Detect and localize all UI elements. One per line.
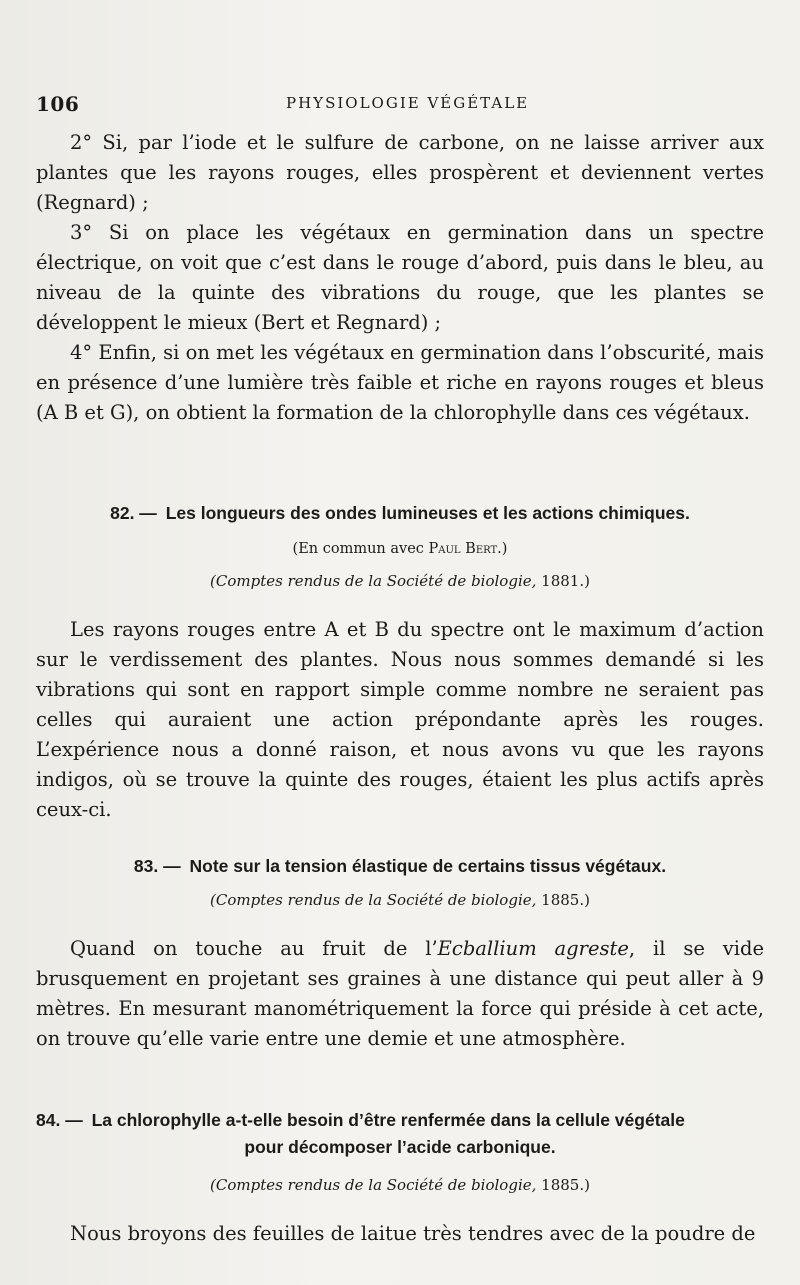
section-84-paragraph: Nous broyons des feuilles de laitue très tendres avec de la poudre de	[70, 1222, 756, 1245]
list-item-2: 2° Si, par l’iode et le sulfure de carbone, on ne laisse arriver aux plantes que les rayons rouges, elles prospèrent et deviennent vertes (Regnard) ;	[36, 131, 764, 214]
section-84-title-line2	[36, 1137, 764, 1158]
section-82-coauthor	[36, 541, 764, 557]
section-83-body	[36, 934, 764, 1054]
reference-journal: (Comptes rendus de la Société de biologie,	[210, 572, 537, 590]
section-83-number: 83. —	[133, 856, 181, 876]
section-83-title	[36, 856, 764, 877]
section-84-heading-line2: pour décomposer l’acide carbonique.	[244, 1137, 556, 1157]
coauthor-suffix: .)	[497, 541, 508, 557]
list-item-4: 4° Enfin, si on met les végétaux en germination dans l’obscurité, mais en présence d’une lumière très faible et riche en rayons rouges et bleus (A B et G), on obtient la formation de la chlorophylle dans ces végétaux.	[36, 341, 764, 424]
section-84-title-line1	[36, 1110, 764, 1131]
coauthor-name: Paul Bert	[428, 541, 498, 557]
section-83-paragraph	[36, 934, 764, 1054]
paragraph-start: Quand on touche au fruit de l’	[70, 937, 438, 960]
species-name: Ecballium agreste	[437, 937, 629, 960]
section-83-heading: Note sur la tension élastique de certains tissus végétaux.	[189, 856, 667, 876]
section-82-paragraph: Les rayons rouges entre A et B du spectre ont le maximum d’action sur le verdissement des plantes. Nous nous sommes demandé si les vibrations qui sont en rapport simple comme nombre ne seraient pas celles qui auraient une action prépondante après les rouges. L’expérience nous a donné raison, et nous avons vu que les rayons indigos, où se trouve la quinte des rouges, étaient les plus actifs après ceux-ci.	[36, 618, 764, 821]
running-head: PHYSIOLOGIE VÉGÉTALE	[286, 94, 530, 112]
section-84-heading-line1: La chlorophylle a-t-elle besoin d’être renfermée dans la cellule végétale	[91, 1110, 685, 1130]
reference-journal: (Comptes rendus de la Société de biologie,	[210, 891, 537, 909]
section-82-heading: Les longueurs des ondes lumineuses et les actions chimiques.	[165, 503, 690, 523]
reference-journal: (Comptes rendus de la Société de biologie,	[210, 1176, 537, 1194]
reference-year: 1885.)	[541, 891, 590, 909]
paragraph-rest: , il se vide brusquement en projetant ses graines à une distance qui peut aller à 9 mètres. En mesurant manométriquement la force qui préside à cet acte, on trouve qu’elle varie entre une demie et une atmosphère.	[36, 937, 765, 1050]
section-84-reference	[36, 1176, 764, 1194]
list-items-block	[36, 128, 764, 428]
section-84-number: 84. —	[36, 1110, 83, 1130]
section-82-reference	[36, 572, 764, 590]
section-82-body	[36, 615, 764, 825]
page-number: 106	[36, 92, 80, 116]
section-82-number: 82. —	[110, 503, 157, 523]
section-84-title	[36, 1110, 764, 1158]
section-82-title	[36, 503, 764, 524]
coauthor-prefix: (En commun avec	[292, 541, 429, 557]
reference-year: 1885.)	[541, 1176, 590, 1194]
list-item-3: 3° Si on place les végétaux en germination dans un spectre électrique, on voit que c’est dans le rouge d’abord, puis dans le bleu, au niveau de la quinte des vibrations du rouge, que les plantes se développent le mieux (Bert et Regnard) ;	[36, 221, 764, 334]
reference-year: 1881.)	[541, 572, 590, 590]
page-header	[36, 92, 766, 118]
section-84-body	[36, 1219, 764, 1249]
section-83-reference	[36, 891, 764, 909]
